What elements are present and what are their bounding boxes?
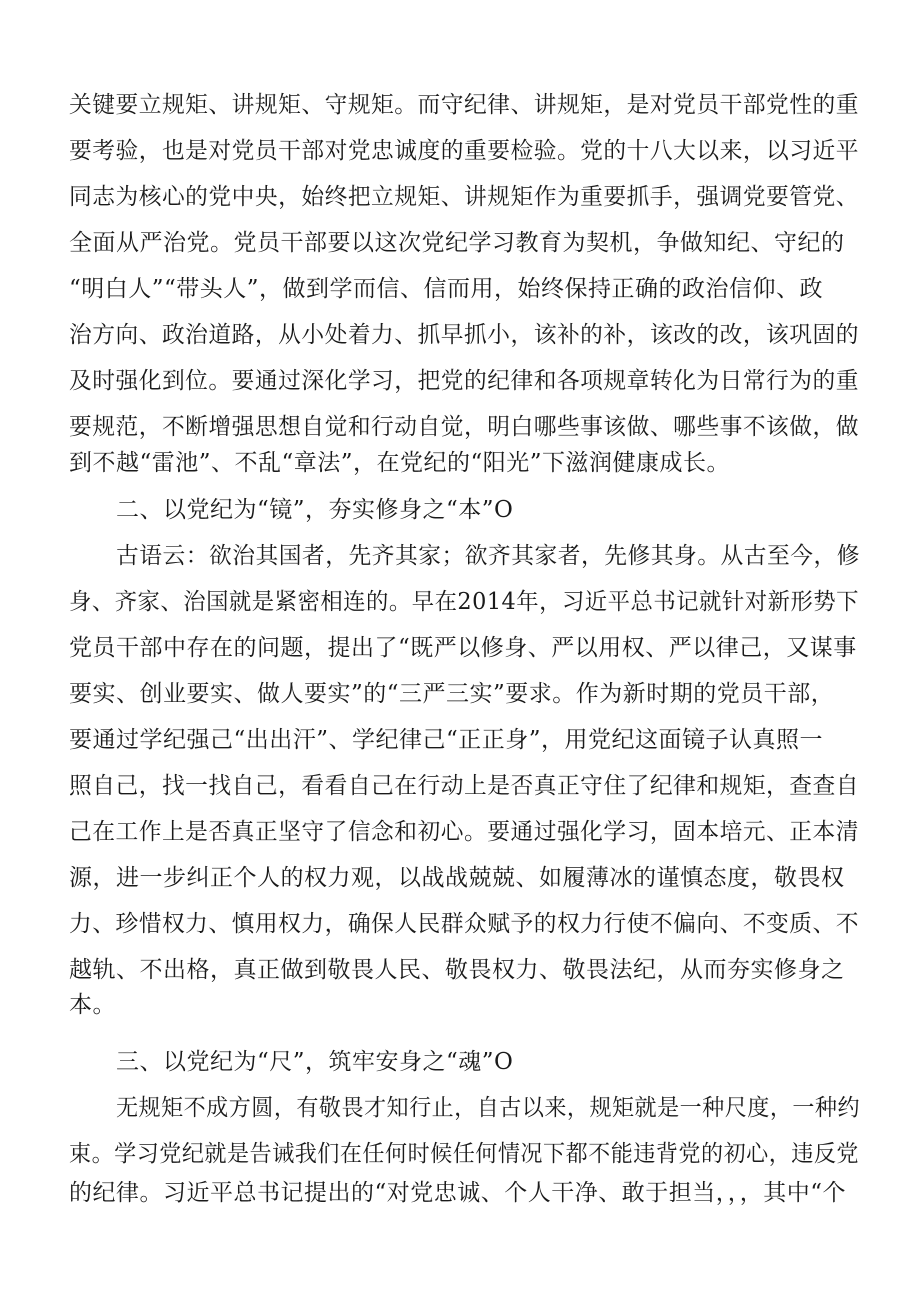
paragraph-line: 力、珍惜权力、慎用权力，确保人民群众赋予的权力行使不偏向、不变质、不 <box>69 911 859 937</box>
paragraph-line: 束。学习党纪就是告诫我们在任何时候任何情况下都不能违背党的初心，违反党 <box>69 1141 859 1167</box>
paragraph-line: “明白人”“带头人”，做到学而信、信而用，始终保持正确的政治信仰、政 <box>69 276 824 302</box>
paragraph-line: 照自己，找一找自己，看看自己在行动上是否真正守住了纪律和规矩，查查自 <box>69 773 859 799</box>
paragraph-line: 要考验，也是对党员干部对党忠诚度的重要检验。党的十八大以来，以习近平 <box>69 138 859 164</box>
paragraph-line: 身、齐家、治国就是紧密相连的。早在2014年，习近平总书记就针对新形势下 <box>69 589 859 615</box>
paragraph-line: 同志为核心的党中央，始终把立规矩、讲规矩作为重要抓手，强调党要管党、 <box>69 184 859 210</box>
section-heading-3: 三、以党纪为“尺”，筑牢安身之“魂”O <box>116 1049 514 1075</box>
paragraph-line: 己在工作上是否真正坚守了信念和初心。要通过强化学习，固本培元、正本清 <box>69 819 859 845</box>
paragraph-line: 治方向、政治道路，从小处着力、抓早抓小，该补的补，该改的改，该巩固的 <box>69 322 859 348</box>
paragraph-line: 要实、创业要实、做人要实”的“三严三实”要求。作为新时期的党员干部， <box>69 681 835 707</box>
paragraph-line: 古语云：欲治其国者，先齐其家；欲齐其家者，先修其身。从古至今，修 <box>116 543 860 569</box>
paragraph-line: 要通过学纪强己“出出汗”、学纪律己“正正身”，用党纪这面镜子认真照一 <box>69 727 824 753</box>
paragraph-line: 的纪律。习近平总书记提出的“对党忠诚、个人干净、敢于担当，，，其中“个 <box>69 1180 847 1206</box>
section-heading-2: 二、以党纪为“镜”，夯实修身之“本”O <box>116 497 514 523</box>
paragraph-line: 及时强化到位。要通过深化学习，把党的纪律和各项规章转化为日常行为的重 <box>69 368 859 394</box>
paragraph-line: 越轨、不出格，真正做到敬畏人民、敬畏权力、敬畏法纪，从而夯实修身之 <box>69 957 845 983</box>
paragraph-line: 要规范，不断增强思想自觉和行动自觉，明白哪些事该做、哪些事不该做，做 <box>69 414 859 440</box>
paragraph-line: 党员干部中存在的问题，提出了“既严以修身、严以用权、严以律己，又谋事 <box>69 635 857 661</box>
paragraph-line: 无规矩不成方圆，有敬畏才知行止，自古以来，规矩就是一种尺度，一种约 <box>116 1095 860 1121</box>
paragraph-line: 关键要立规矩、讲规矩、守规矩。而守纪律、讲规矩，是对党员干部党性的重 <box>69 92 859 118</box>
paragraph-line: 本。 <box>69 992 116 1018</box>
paragraph-line: 全面从严治党。党员干部要以这次党纪学习教育为契机，争做知纪、守纪的 <box>69 230 845 256</box>
paragraph-line: 到不越“雷池”、不乱“章法”，在党纪的“阳光”下滋润健康成长。 <box>69 450 731 476</box>
paragraph-line: 源，进一步纠正个人的权力观，以战战兢兢、如履薄冰的谨慎态度，敬畏权 <box>69 865 845 891</box>
